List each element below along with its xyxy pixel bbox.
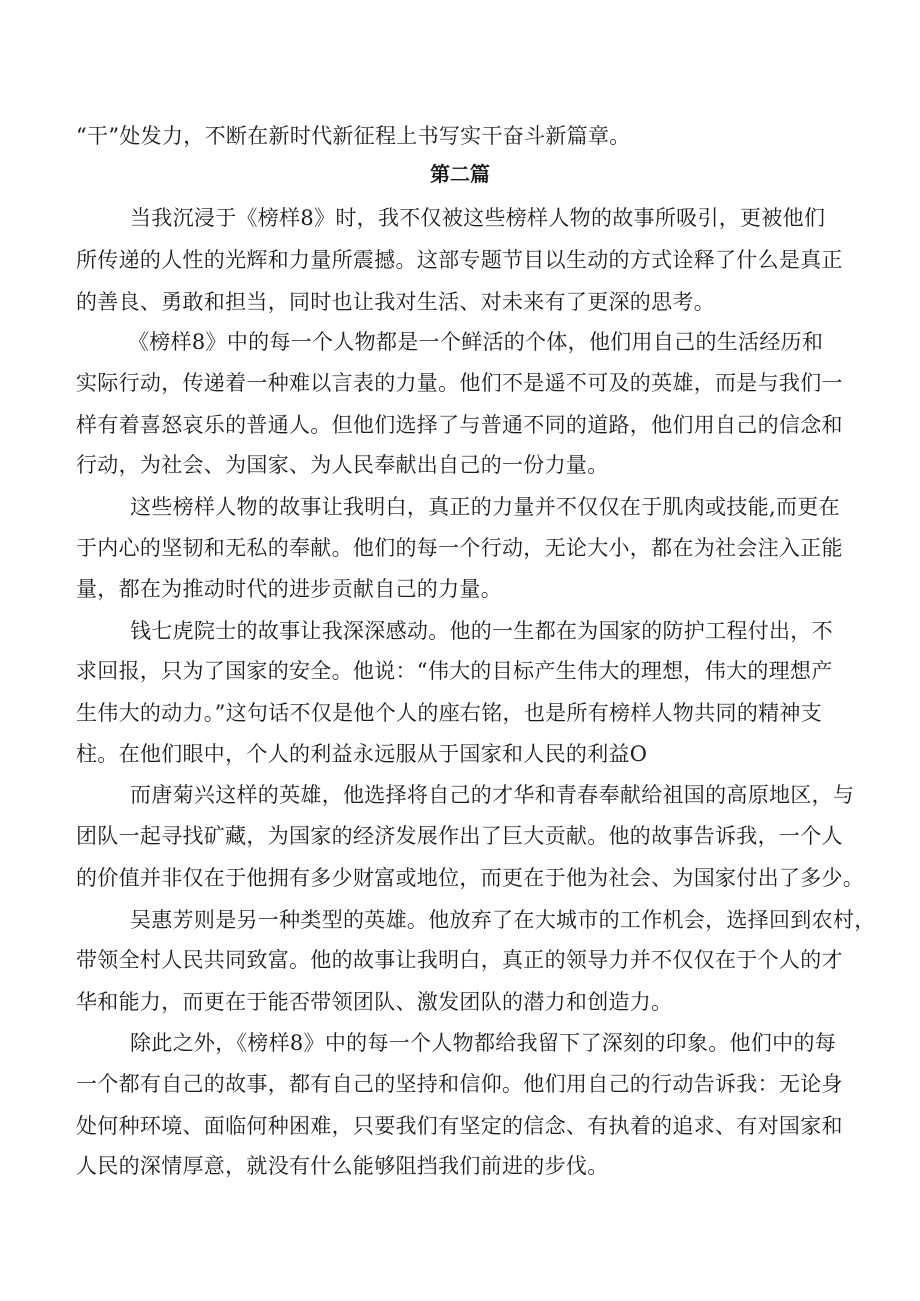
text-line: 吴惠芳则是另一种类型的英雄。他放弃了在大城市的工作机会，选择回到农村， bbox=[130, 908, 876, 932]
text-line: 量，都在为推动时代的进步贡献自己的力量。 bbox=[76, 577, 502, 601]
text-line: “干”处发力，不断在新时代新征程上书写实干奋斗新篇章。 bbox=[76, 124, 631, 148]
text-line: 人民的深情厚意，就没有什么能够阻挡我们前进的步伐。 bbox=[76, 1154, 609, 1178]
text-line: 的善良、勇敢和担当，同时也让我对生活、对未来有了更深的思考。 bbox=[76, 290, 715, 314]
text-line: 钱七虎院士的故事让我深深感动。他的一生都在为国家的防护工程付出，不 bbox=[130, 619, 833, 643]
text-line: 华和能力，而更在于能否带领团队、激发团队的潜力和创造力。 bbox=[76, 990, 673, 1014]
text-line: 的价值并非仅在于他拥有多少财富或地位，而更在于他为社会、为国家付出了多少。 bbox=[76, 866, 865, 890]
text-line: 处何种环境、面临何种困难，只要我们有坚定的信念、有执着的追求、有对国家和 bbox=[76, 1114, 843, 1138]
text-line: 带领全村人民共同致富。他的故事让我明白，真正的领导力并不仅仅在于个人的才 bbox=[76, 948, 843, 972]
text-line: 《榜样8》中的每一个人物都是一个鲜活的个体，他们用自己的生活经历和 bbox=[128, 330, 824, 354]
text-line: 当我沉浸于《榜样8》时，我不仅被这些榜样人物的故事所吸引，更被他们 bbox=[130, 206, 826, 230]
section-heading: 第二篇 bbox=[430, 162, 490, 186]
text-line: 这些榜样人物的故事让我明白，真正的力量并不仅仅在于肌肉或技能,而更在 bbox=[130, 495, 840, 519]
text-line: 除此之外，《榜样8》中的每一个人物都给我留下了深刻的印象。他们中的每 bbox=[130, 1031, 837, 1055]
text-line: 生伟大的动力。”这句话不仅是他个人的座右铭，也是所有榜样人物共同的精神支 bbox=[76, 701, 823, 725]
text-line: 所传递的人性的光辉和力量所震撼。这部专题节目以生动的方式诠释了什么是真正 bbox=[76, 248, 843, 272]
text-line: 柱。在他们眼中，个人的利益永远服从于国家和人民的利益O bbox=[76, 742, 648, 766]
text-line: 求回报，只为了国家的安全。他说：“伟大的目标产生伟大的理想，伟大的理想产 bbox=[76, 659, 833, 683]
text-line: 一个都有自己的故事，都有自己的坚持和信仰。他们用自己的行动告诉我：无论身 bbox=[76, 1072, 843, 1096]
text-line: 于内心的坚韧和无私的奉献。他们的每一个行动，无论大小，都在为社会注入正能 bbox=[76, 536, 843, 560]
text-line: 行动，为社会、为国家、为人民奉献出自己的一份力量。 bbox=[76, 453, 609, 477]
text-line: 样有着喜怒哀乐的普通人。但他们选择了与普通不同的道路，他们用自己的信念和 bbox=[76, 413, 843, 437]
text-line: 实际行动，传递着一种难以言表的力量。他们不是遥不可及的英雄，而是与我们一 bbox=[76, 371, 843, 395]
text-line: 而唐菊兴这样的英雄，他选择将自己的才华和青春奉献给祖国的高原地区，与 bbox=[130, 783, 855, 807]
text-line: 团队一起寻找矿藏，为国家的经济发展作出了巨大贡献。他的故事告诉我，一个人 bbox=[76, 824, 843, 848]
